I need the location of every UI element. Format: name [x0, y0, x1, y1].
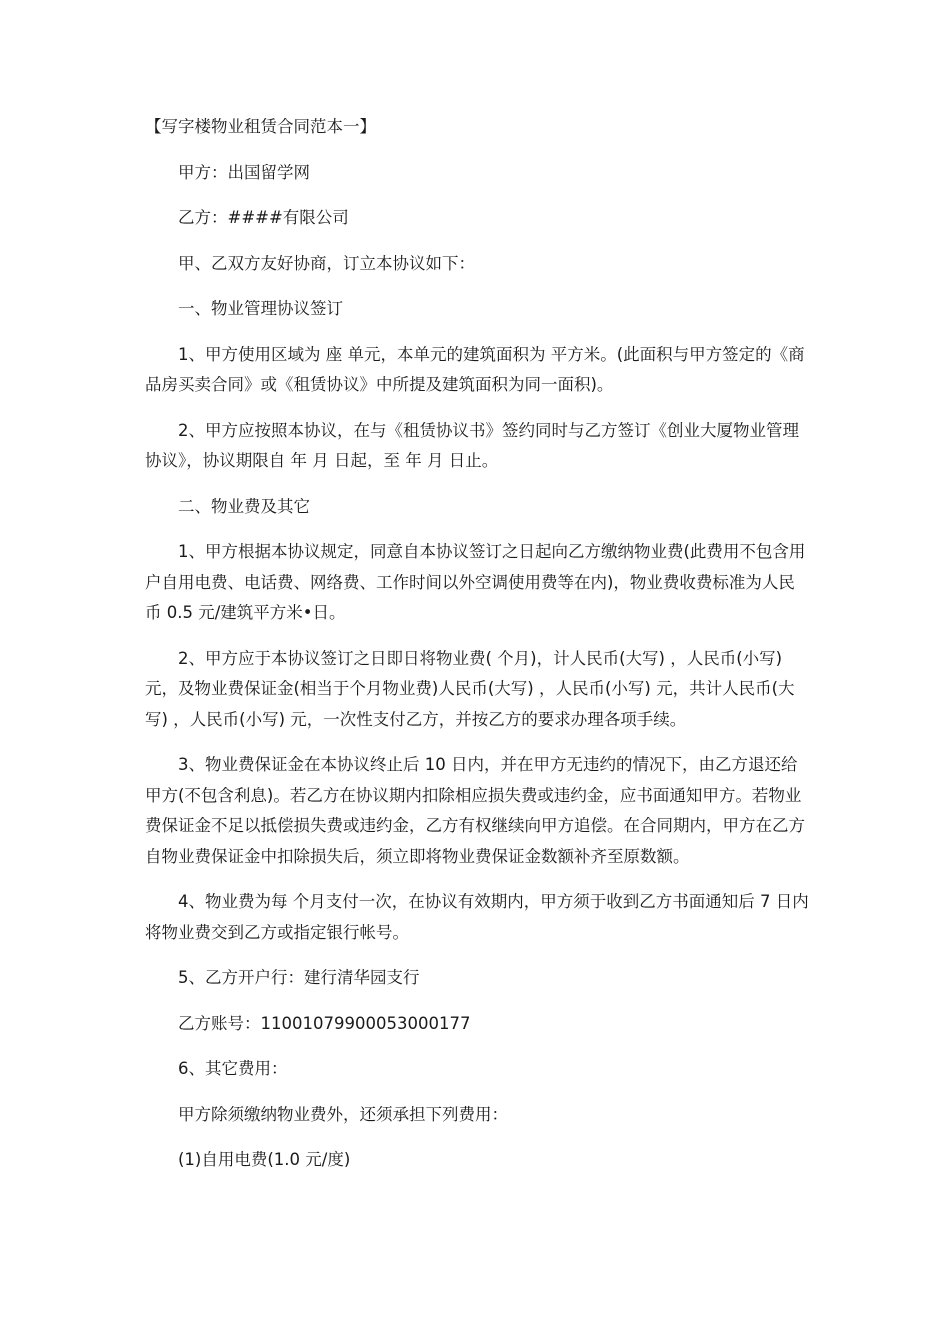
intro-paragraph: 甲、乙双方友好协商，订立本协议如下： — [178, 253, 475, 273]
clause-2-4: 4、物业费为每 个月支付一次，在协议有效期内，甲方须于收到乙方书面通知后 7 日内将物业费交到乙方或指定银行帐号。 — [145, 892, 809, 942]
section-heading-1: 一、物业管理协议签订 — [178, 299, 343, 318]
clause-1-1: 1、甲方使用区域为 座 单元，本单元的建筑面积为 平方米。(此面积与甲方签定的《商品房买卖合同》或《租赁协议》中所提及建筑面积为同一面积)。 — [145, 344, 805, 394]
party-b-line: 乙方：####有限公司 — [178, 208, 349, 227]
fee-item-1: (1)自用电费(1.0 元/度) — [178, 1150, 351, 1169]
clause-2-6: 6、其它费用： — [178, 1059, 288, 1078]
other-fees-intro: 甲方除须缴纳物业费外，还须承担下列费用： — [178, 1104, 508, 1124]
party-a-line: 甲方：出国留学网 — [178, 162, 310, 182]
clause-2-3: 3、物业费保证金在本协议终止后 10 日内，并在甲方无违约的情况下，由乙方退还给甲方(不包含利息)。若乙方在协议期内扣除相应损失费或违约金，应书面通知甲方。若物业费保证金不足以抵偿损失费或违约金，乙方有权继续向甲方追偿。在合同期内，甲方在乙方自物业费保证金中扣除损失后，须立即将物业费保证金数额补齐至原数额。 — [145, 755, 805, 866]
document-title: 【写字楼物业租赁合同范本一】 — [145, 117, 376, 136]
section-heading-2: 二、物业费及其它 — [178, 496, 310, 516]
account-number-line: 乙方账号：11001079900053000177 — [178, 1013, 471, 1033]
clause-2-2: 2、甲方应于本协议签订之日即日将物业费( 个月)，计人民币(大写) ，人民币(小写) 元，及物业费保证金(相当于个月物业费)人民币(大写) ，人民币(小写) 元，共计人民币(大写) ，人民币(小写) 元，一次性支付乙方，并按乙方的要求办理各项手续。 — [145, 648, 795, 729]
clause-1-2: 2、甲方应按照本协议，在与《租赁协议书》签约同时与乙方签订《创业大厦物业管理协议》，协议期限自 年 月 日起，至 年 月 日止。 — [145, 420, 799, 470]
document-body — [145, 112, 810, 1191]
clause-2-1: 1、甲方根据本协议规定，同意自本协议签订之日起向乙方缴纳物业费(此费用不包含用户自用电费、电话费、网络费、工作时间以外空调使用费等在内)，物业费收费标准为人民币 0.5 元/建筑平方米•日。 — [145, 542, 806, 622]
clause-2-5-bank: 5、乙方开户行：建行清华园支行 — [178, 968, 420, 987]
